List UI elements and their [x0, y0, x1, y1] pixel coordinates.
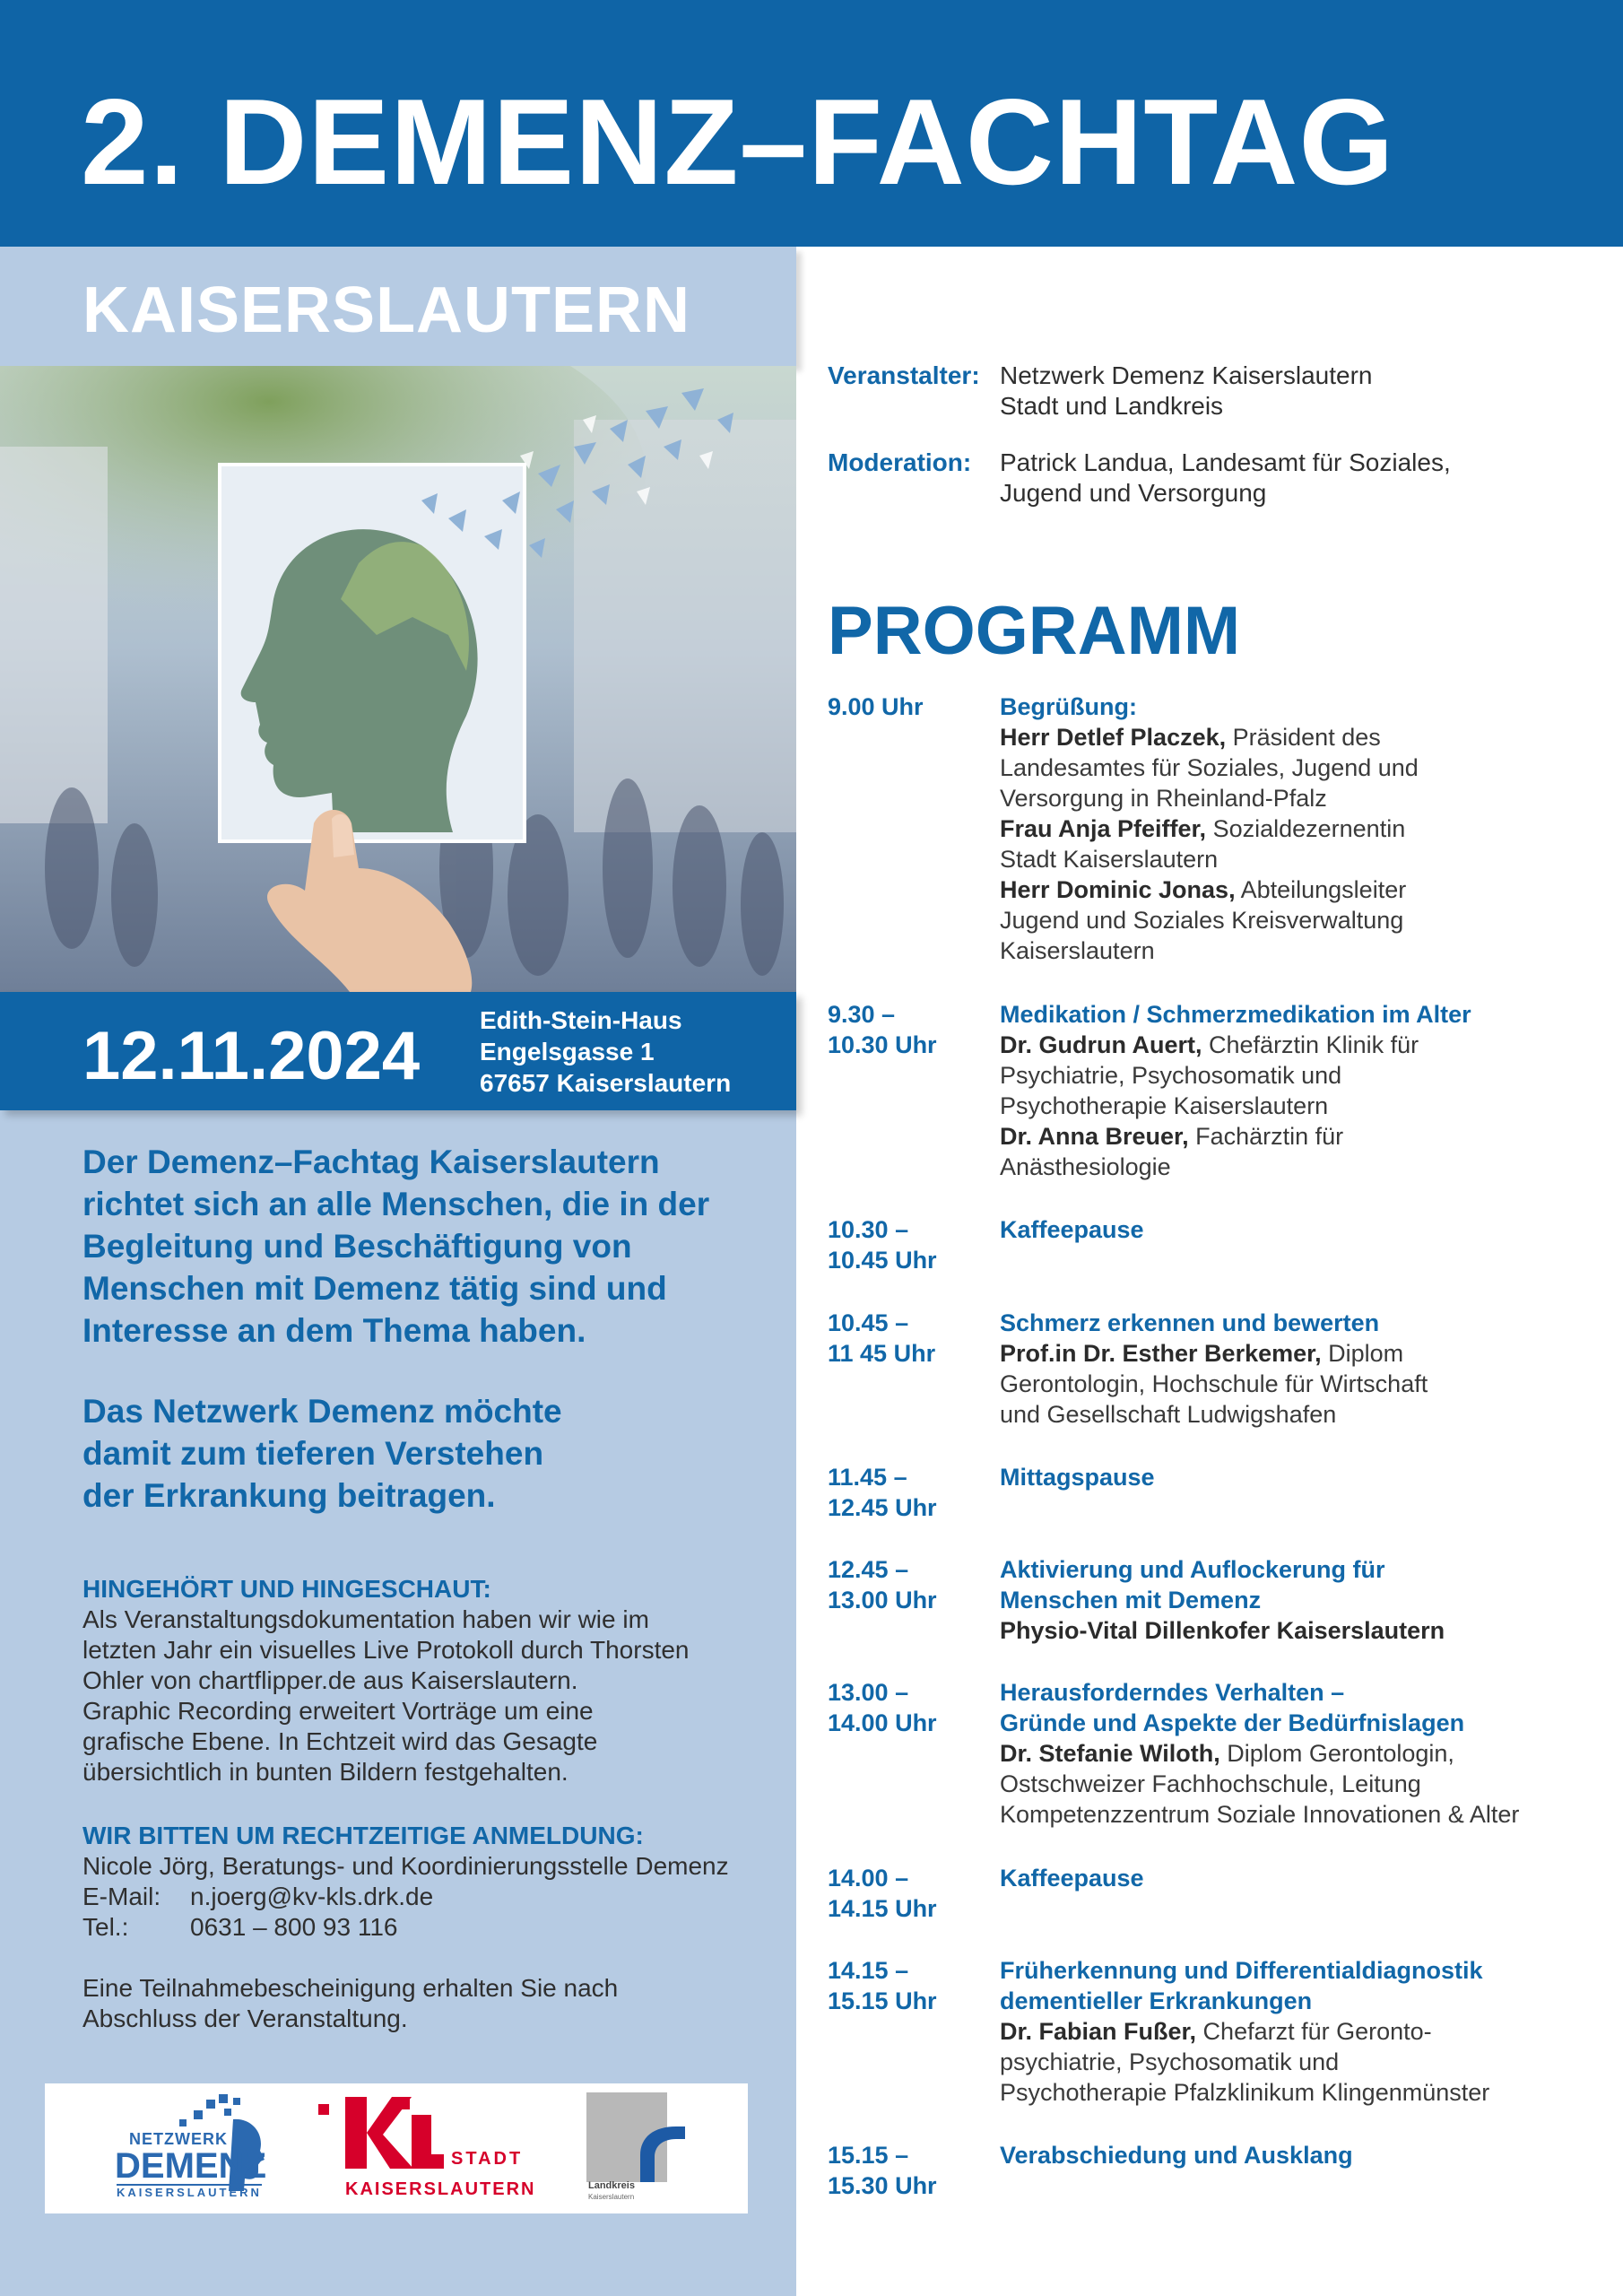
venue-name: Edith-Stein-Haus: [480, 1006, 682, 1034]
program-item-title: Kaffeepause: [1000, 1216, 1144, 1243]
speaker-role: Psychotherapie Kaiserslautern: [1000, 1092, 1329, 1119]
head-silhouette-photo: [0, 366, 796, 992]
program-time: [828, 1554, 989, 1615]
program-time: [828, 2140, 989, 2201]
program-heading: PROGRAMM: [828, 593, 1241, 669]
program-item-title: dementieller Erkrankungen: [1000, 1987, 1313, 2014]
speaker-name: Prof.in Dr. Esther Berkemer,: [1000, 1340, 1322, 1367]
time-end: 10.45 Uhr: [828, 1247, 937, 1274]
program-item-title: Früherkennung und Differentialdiagnostik: [1000, 1957, 1483, 1984]
speaker-role: Sozialdezernentin: [1206, 815, 1406, 842]
intro-paragraph-1: [82, 1141, 782, 1352]
speaker-role: Präsident des: [1226, 724, 1381, 751]
program-item: [1000, 1554, 1619, 1646]
intro-line: Der Demenz–Fachtag Kaiserslautern: [82, 1144, 660, 1180]
speaker-name: Dr. Gudrun Auert,: [1000, 1031, 1202, 1058]
speaker-name: Herr Detlef Placzek,: [1000, 724, 1227, 751]
program-item-title: Begrüßung:: [1000, 693, 1137, 720]
program-time: [828, 691, 989, 722]
program-item-title: Mittagspause: [1000, 1464, 1155, 1491]
time-end: 13.00 Uhr: [828, 1587, 937, 1613]
program-item-title: Herausforderndes Verhalten –: [1000, 1679, 1345, 1706]
landkreis-logo: [586, 2092, 703, 2209]
time-end: 15.15 Uhr: [828, 1987, 937, 2014]
time-start: 9.00 Uhr: [828, 693, 924, 720]
registration-email-row: [82, 1882, 791, 1912]
page-title: 2. DEMENZ–FACHTAG: [81, 74, 1395, 210]
speaker-name: Herr Dominic Jonas,: [1000, 876, 1236, 903]
speaker-name: Dr. Fabian Fußer,: [1000, 2018, 1197, 2045]
venue-street: Engelsgasse 1: [480, 1038, 655, 1065]
program-item: [1000, 1462, 1619, 1492]
logos-bar: [45, 2083, 748, 2213]
landkreis-name-text: Kaiserslautern: [588, 2193, 635, 2201]
program-item-title: Gründe und Aspekte der Bedürfnislagen: [1000, 1709, 1465, 1736]
program-item: [1000, 1955, 1619, 2108]
intro-line: damit zum tieferen Verstehen: [82, 1435, 544, 1472]
time-start: 13.00 –: [828, 1679, 909, 1706]
tel-label: Tel.:: [82, 1913, 129, 1941]
venue-city: 67657 Kaiserslautern: [480, 1069, 732, 1097]
venue-address: [480, 1004, 731, 1099]
program-time: [828, 1462, 989, 1523]
time-start: 9.30 –: [828, 1001, 896, 1028]
speaker-role: Fachärztin für: [1188, 1123, 1344, 1150]
organizer-line: Stadt und Landkreis: [1000, 392, 1224, 420]
speaker-role: Landesamtes für Soziales, Jugend und: [1000, 754, 1419, 781]
program-item-title: Verabschiedung und Ausklang: [1000, 2142, 1353, 2169]
time-start: 10.45 –: [828, 1309, 909, 1336]
stadt-kaiserslautern-logo: [318, 2097, 551, 2209]
intro-line: Menschen mit Demenz tätig sind und: [82, 1270, 667, 1307]
program-item-title: Aktivierung und Auflockerung für: [1000, 1556, 1385, 1583]
speaker-role: Psychotherapie Pfalzklinikum Klingenmünster: [1000, 2079, 1490, 2106]
speaker-role: Anästhesiologie: [1000, 1153, 1171, 1180]
organizer-label: Veranstalter:: [828, 361, 980, 389]
speaker-role: Gerontologin, Hochschule für Wirtschaft: [1000, 1370, 1428, 1397]
program-item: [1000, 1308, 1619, 1430]
time-start: 11.45 –: [828, 1464, 907, 1491]
program-item: [1000, 691, 1619, 966]
registration-section: [82, 1821, 791, 2034]
program-item-title: Medikation / Schmerzmedikation im Alter: [1000, 1001, 1471, 1028]
speaker-role: Kaiserslautern: [1000, 937, 1155, 964]
intro-line: Das Netzwerk Demenz möchte: [82, 1393, 562, 1430]
speaker-role: Psychiatrie, Psychosomatik und: [1000, 1062, 1342, 1089]
netzwerk-text: NETZWERK: [129, 2130, 228, 2148]
time-start: 14.00 –: [828, 1865, 909, 1892]
organizer-line: Netzwerk Demenz Kaiserslautern: [1000, 361, 1373, 389]
program-item: [1000, 1863, 1619, 1893]
program-time: [828, 999, 989, 1060]
program-time: [828, 1955, 989, 2016]
stadt-name-text: KAISERSLAUTERN: [345, 2179, 536, 2199]
documentation-line: grafische Ebene. In Echtzeit wird das Gesagte: [82, 1727, 598, 1755]
program-time: [828, 1677, 989, 1738]
city-title: KAISERSLAUTERN: [82, 274, 691, 346]
speaker-role: Diplom: [1321, 1340, 1404, 1367]
netzwerk-sub-text: KAISERSLAUTERN: [117, 2186, 262, 2199]
event-date: 12.11.2024: [82, 1018, 421, 1094]
intro-line: der Erkrankung beitragen.: [82, 1477, 496, 1514]
intro-line: Begleitung und Beschäftigung von: [82, 1228, 632, 1265]
program-item-title: Schmerz erkennen und bewerten: [1000, 1309, 1380, 1336]
certificate-line: Eine Teilnahmebescheinigung erhalten Sie nach: [82, 1974, 619, 2002]
documentation-line: Als Veranstaltungsdokumentation haben wir wie im: [82, 1605, 649, 1633]
certificate-line: Abschluss der Veranstaltung.: [82, 2005, 408, 2032]
speaker-role: Jugend und Soziales Kreisverwaltung: [1000, 907, 1404, 934]
program-item-title: Menschen mit Demenz: [1000, 1587, 1262, 1613]
time-start: 14.15 –: [828, 1957, 909, 1984]
time-end: 11 45 Uhr: [828, 1340, 936, 1367]
speaker-role: psychiatrie, Psychosomatik und: [1000, 2048, 1340, 2075]
speaker-name: Physio-Vital Dillenkofer Kaiserslautern: [1000, 1617, 1445, 1644]
speaker-role: Chefarzt für Geronto-: [1196, 2018, 1432, 2045]
email-label: E-Mail:: [82, 1883, 161, 1910]
moderation-label: Moderation:: [828, 448, 972, 476]
time-start: 12.45 –: [828, 1556, 909, 1583]
email-link[interactable]: n.joerg@kv-kls.drk.de: [190, 1883, 434, 1910]
landkreis-text: Landkreis: [588, 2180, 635, 2191]
organizer-value: [1000, 361, 1610, 422]
time-end: 14.00 Uhr: [828, 1709, 937, 1736]
program-time: [828, 1308, 989, 1369]
program-item: [1000, 1677, 1619, 1830]
speaker-role: Kompetenzzentrum Soziale Innovationen & Alter: [1000, 1801, 1520, 1828]
moderation-line: Patrick Landua, Landesamt für Soziales,: [1000, 448, 1451, 476]
speaker-role: Diplom Gerontologin,: [1219, 1740, 1454, 1767]
documentation-heading: HINGEHÖRT UND HINGESCHAUT:: [82, 1575, 491, 1603]
time-end: 12.45 Uhr: [828, 1494, 937, 1521]
speaker-role: und Gesellschaft Ludwigshafen: [1000, 1401, 1337, 1428]
program-item: [1000, 2140, 1619, 2170]
program-time: [828, 1863, 989, 1924]
speaker-role: Abteilungsleiter: [1235, 876, 1407, 903]
speaker-role: Versorgung in Rheinland-Pfalz: [1000, 785, 1327, 812]
moderation-line: Jugend und Versorgung: [1000, 479, 1267, 507]
speaker-role: Stadt Kaiserslautern: [1000, 846, 1219, 873]
demenz-text: DEMENZ: [115, 2146, 266, 2186]
speaker-name: Frau Anja Pfeiffer,: [1000, 815, 1207, 842]
intro-paragraph-2: [82, 1390, 782, 1517]
program-time: [828, 1214, 989, 1275]
tel-number: 0631 – 800 93 116: [190, 1913, 398, 1941]
speaker-name: Dr. Stefanie Wiloth,: [1000, 1740, 1220, 1767]
speaker-role: Ostschweizer Fachhochschule, Leitung: [1000, 1770, 1421, 1797]
intro-line: Interesse an dem Thema haben.: [82, 1312, 586, 1349]
program-item-title: Kaffeepause: [1000, 1865, 1144, 1892]
moderation-value: [1000, 448, 1610, 509]
time-start: 15.15 –: [828, 2142, 909, 2169]
time-end: 15.30 Uhr: [828, 2172, 937, 2199]
netzwerk-demenz-logo: [81, 2092, 314, 2209]
documentation-section: [82, 1574, 791, 1787]
time-end: 10.30 Uhr: [828, 1031, 937, 1058]
intro-line: richtet sich an alle Menschen, die in der: [82, 1186, 710, 1222]
stadt-text: STADT: [451, 2149, 524, 2169]
documentation-line: Ohler von chartflipper.de aus Kaiserslautern.: [82, 1666, 578, 1694]
speaker-role: Chefärztin Klinik für: [1202, 1031, 1419, 1058]
registration-tel-row: [82, 1912, 791, 1943]
speaker-name: Dr. Anna Breuer,: [1000, 1123, 1189, 1150]
documentation-line: Graphic Recording erweitert Vorträge um eine: [82, 1697, 594, 1725]
documentation-line: letzten Jahr ein visuelles Live Protokoll durch Thorsten: [82, 1636, 690, 1664]
program-item: [1000, 999, 1619, 1182]
time-start: 10.30 –: [828, 1216, 909, 1243]
program-item: [1000, 1214, 1619, 1245]
time-end: 14.15 Uhr: [828, 1895, 937, 1922]
registration-contact: Nicole Jörg, Beratungs- und Koordinierungsstelle Demenz: [82, 1852, 729, 1880]
registration-heading: WIR BITTEN UM RECHTZEITIGE ANMELDUNG:: [82, 1822, 644, 1849]
documentation-line: übersichtlich in bunten Bildern festgehalten.: [82, 1758, 568, 1786]
